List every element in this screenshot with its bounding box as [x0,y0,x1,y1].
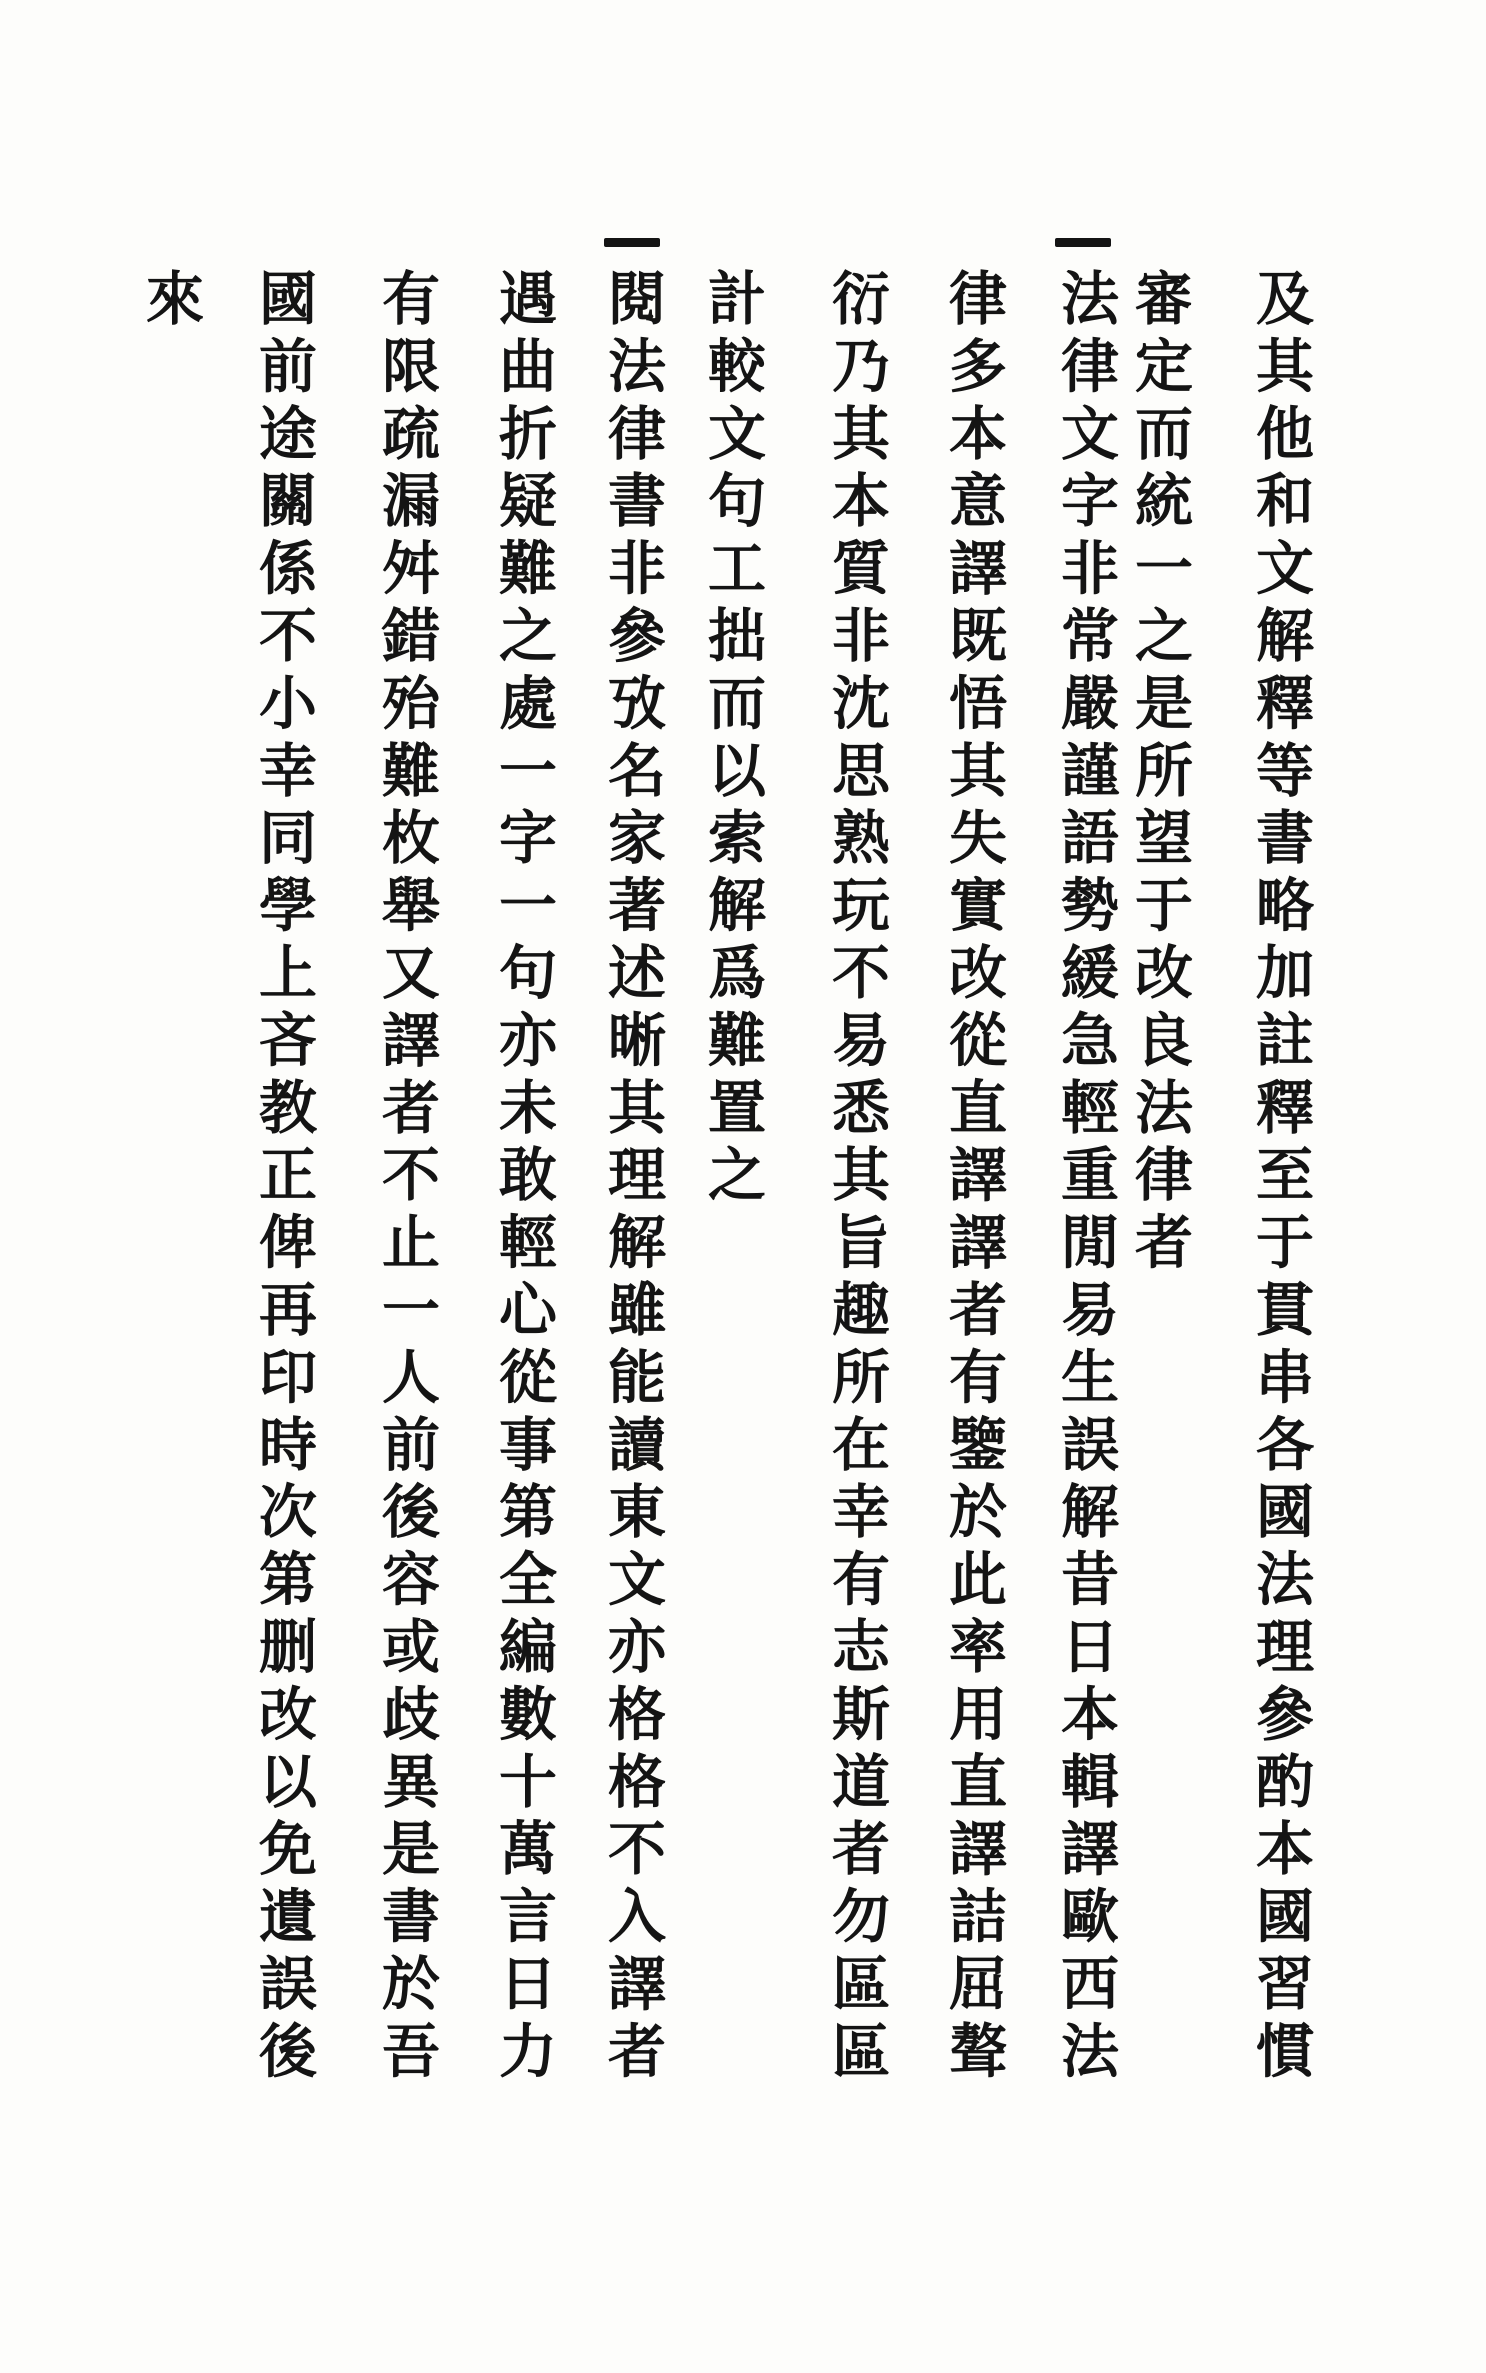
text-column-8: 遇曲折疑難之處一字一句亦未敢輕心從事第全編數十萬言日力 [489,268,557,2088]
text-column-7: 閱法律書非參攷名家著述晰其理解雖能讀東文亦格格不入譯者 [598,268,666,2088]
text-column-10: 國前途關係不小幸同學上吝教正俾再印時次第删改以免遺誤後 [249,268,317,2088]
text-column-9: 有限疏漏舛錯殆難枚舉又譯者不止一人前後容或歧異是書於吾 [372,268,440,2088]
text-column-5: 衍乃其本質非沈思熟玩不易悉其旨趣所在幸有志斯道者勿區區 [822,268,890,2088]
item-marker-dash [1055,238,1111,247]
text-column-11: 來 [136,268,204,336]
text-column-1: 及其他和文解釋等書略加註釋至于貫串各國法理參酌本國習慣 [1246,268,1314,2088]
text-column-3: 法律文字非常嚴謹語勢緩急輕重閒易生誤解昔日本輯譯歐西法 [1051,268,1119,2088]
item-marker-dash [604,238,660,247]
text-column-6: 計較文句工拙而以索解爲難置之 [698,268,766,1212]
text-column-4: 律多本意譯既悟其失實改從直譯譯者有鑒於此率用直譯詰屈聱 [939,268,1007,2088]
text-column-2: 審定而統一之是所望于改良法律者 [1125,268,1193,1279]
